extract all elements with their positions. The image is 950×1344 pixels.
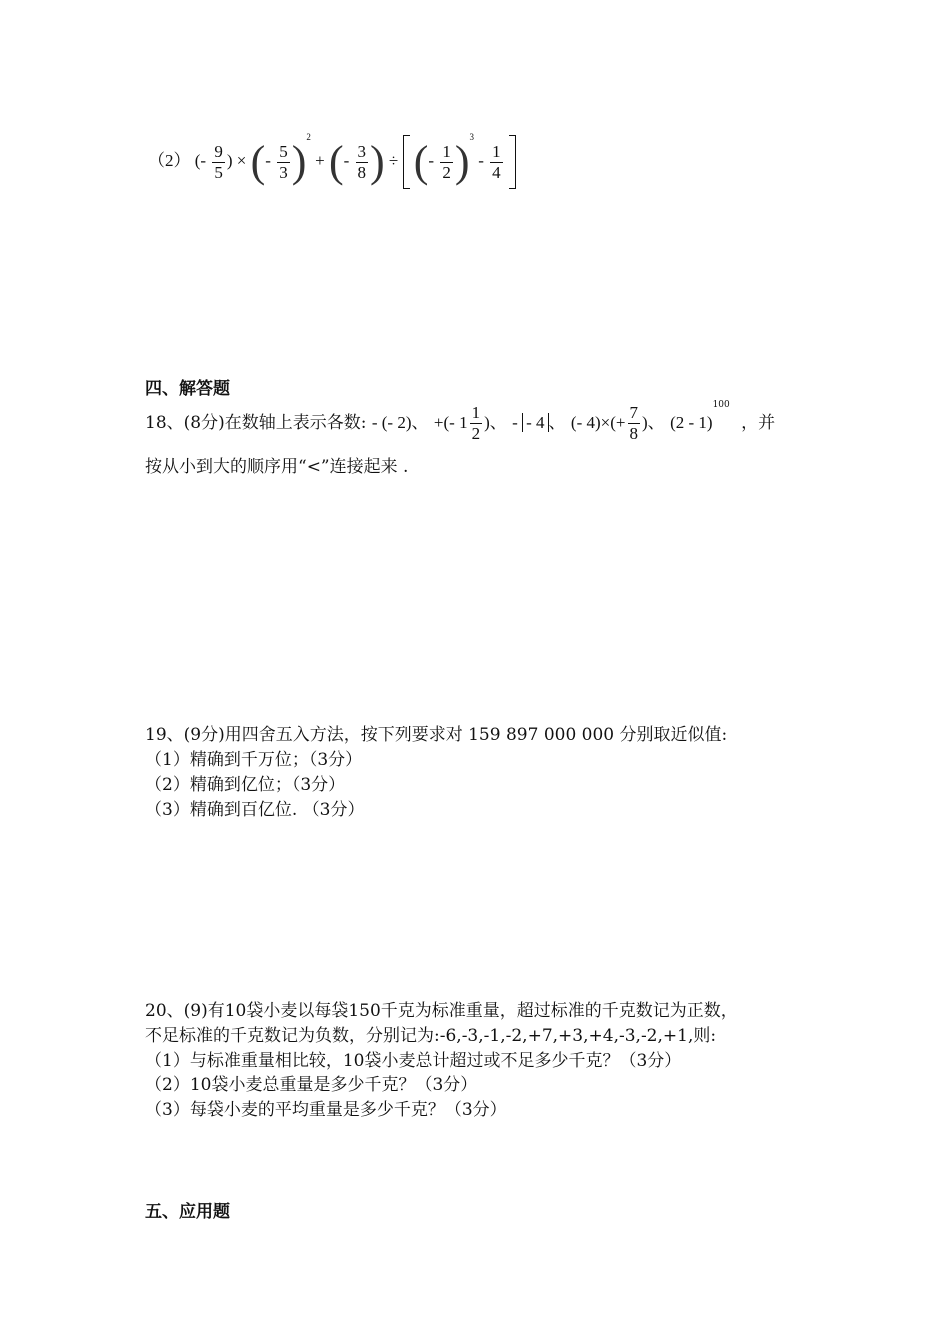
q18-line2: 按从小到大的顺序用“<”连接起来 . [145,457,409,477]
q19-line4: （3）精确到百亿位. （3分） [145,800,365,820]
minus-sign: - [428,150,435,170]
numerator: 9 [214,141,223,161]
right-bracket [509,135,516,189]
numerator: 5 [279,141,288,161]
numerator: 3 [357,141,367,161]
fraction-1-4 [490,142,503,183]
numerator: 1 [471,403,481,422]
left-bracket [403,135,410,189]
fraction-3-8 [356,142,369,183]
q18-item1: - (- 2) [371,413,412,432]
minus-sign: - [478,150,484,170]
exponent: 3 [469,132,474,142]
times-sign: × [236,150,247,170]
separator: 、 [411,413,429,433]
q18-item2-prefix: +(- 1 [433,413,468,432]
minus-sign: - [265,150,271,170]
q18-item5: (2 - 1) [670,413,713,432]
separator: 、 [548,413,566,433]
fraction-7-8 [628,403,641,444]
plus-sign: + [315,150,325,170]
denominator: 8 [357,162,367,182]
divide-sign: ÷ [388,150,399,170]
denominator: 8 [629,424,638,443]
section-heading-5: 五、应用题 [145,1202,230,1222]
separator: 、 [647,413,665,433]
q18-item4-prefix: (- 4)×(+ [570,413,626,432]
denominator: 2 [471,424,481,443]
numerator: 7 [629,403,638,422]
exponent: 2 [306,132,311,142]
q18-item4-suffix: ) [642,413,648,432]
problem-label: （2） [148,150,191,170]
section-heading-4: 四、解答题 [145,379,230,399]
q18-item3-prefix: - [512,413,523,432]
minus-sign: - [200,150,207,170]
q20-line1: 20、(9)有10袋小麦以每袋150千克为标准重量，超过标准的千克数记为正数， [145,1001,738,1021]
separator: 、 [489,413,507,433]
denominator: 4 [492,162,501,182]
q19-line2: （1）精确到千万位；（3分） [145,750,363,770]
q20-line5: （3）每袋小麦的平均重量是多少千克？（3分） [145,1100,507,1120]
fraction-5-3 [277,142,290,183]
denominator: 3 [279,162,288,182]
q18-item2-suffix: ) [484,413,490,432]
q19-line3: （2）精确到亿位；（3分） [145,775,346,795]
problem-17-2-expression: （2） (- $\frac{9}{5}$ ) × (- $\frac{5}{3}$ )$^2$ + (- $\frac{3}{8}$ ) ÷ (- $\frac{1}{2}$ )$^3$ - $\frac{1}{4}$ [148,135,516,189]
q20-line3: （1）与标准重量相比较，10袋小麦总计超过或不足多少千克？（3分） [145,1051,682,1071]
numerator: 1 [442,141,451,161]
q20-line2: 不足标准的千克数记为负数，分别记为:-6,-3,-1,-2,+7,+3,+4,-3,-2,+1,则: [145,1026,717,1046]
minus-sign: - [343,150,350,170]
q19-line1: 19、(9分)用四舍五入方法，按下列要求对 159 897 000 000 分别取近似值: [145,725,728,745]
fraction-9-5 [212,142,225,183]
fraction-1-2 [440,142,453,183]
q18-line1 [145,400,776,444]
q18-item3-abs-value: - 4 [522,413,548,432]
fraction-1-2 [470,403,483,444]
exponent: 100 [712,400,730,410]
numerator: 1 [492,141,501,161]
q18-suffix: ，并 [741,413,776,433]
q18-prefix: 18、(8分)在数轴上表示各数: [145,413,367,433]
denominator: 5 [214,162,223,182]
denominator: 2 [442,162,451,182]
q20-line4: （2）10袋小麦总重量是多少千克？（3分） [145,1075,478,1095]
